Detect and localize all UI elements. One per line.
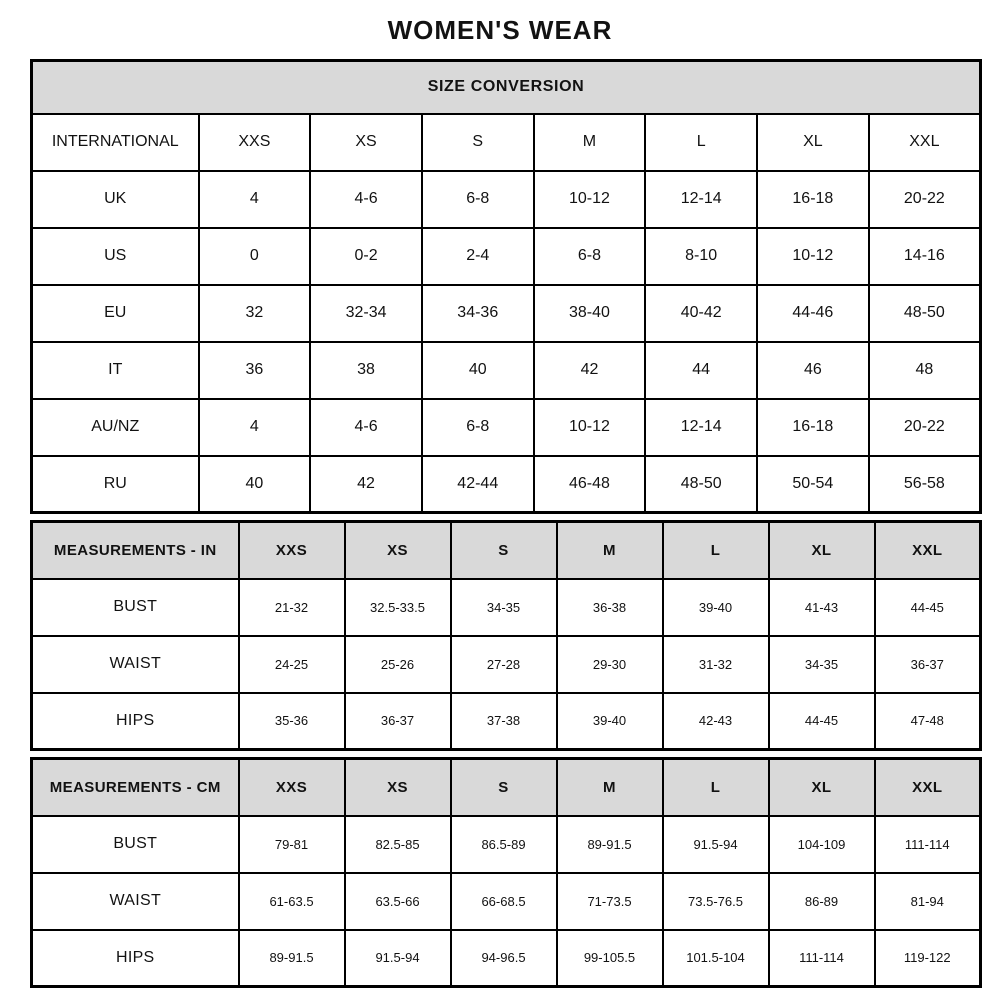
size-conversion-header: SIZE CONVERSION: [32, 61, 981, 114]
in-waist-xxl: 36-37: [875, 636, 981, 693]
ru-s: 42-44: [422, 456, 534, 513]
cm-bust-m: 89-91.5: [557, 816, 663, 873]
eu-m: 38-40: [534, 285, 646, 342]
aunz-m: 10-12: [534, 399, 646, 456]
uk-xs: 4-6: [310, 171, 422, 228]
cm-waist-xxl: 81-94: [875, 873, 981, 930]
ru-xl: 50-54: [757, 456, 869, 513]
column-header-international: INTERNATIONAL: [32, 114, 199, 171]
in-bust-m: 36-38: [557, 579, 663, 636]
in-bust-l: 39-40: [663, 579, 769, 636]
it-l: 44: [645, 342, 757, 399]
us-xs: 0-2: [310, 228, 422, 285]
cm-hips-m: 99-105.5: [557, 930, 663, 987]
cm-waist-xl: 86-89: [769, 873, 875, 930]
in-row-hips: [32, 693, 981, 750]
measurements-cm-header: MEASUREMENTS - CM: [32, 759, 239, 816]
us-xxl: 14-16: [869, 228, 981, 285]
cm-col-xxs: XXS: [239, 759, 345, 816]
aunz-xl: 16-18: [757, 399, 869, 456]
cm-col-xs: XS: [345, 759, 451, 816]
in-waist-xs: 25-26: [345, 636, 451, 693]
size-row-eu: [32, 285, 981, 342]
cm-waist-m: 71-73.5: [557, 873, 663, 930]
cm-hips-xl: 111-114: [769, 930, 875, 987]
in-waist-m: 29-30: [557, 636, 663, 693]
it-xl: 46: [757, 342, 869, 399]
cm-col-xxl: XXL: [875, 759, 981, 816]
in-col-m: M: [557, 522, 663, 579]
size-row-it: [32, 342, 981, 399]
cm-col-l: L: [663, 759, 769, 816]
measurements-cm-header-row: [32, 759, 981, 816]
column-header-xs: XS: [310, 114, 422, 171]
aunz-xxs: 4: [199, 399, 311, 456]
cm-waist-xs: 63.5-66: [345, 873, 451, 930]
in-col-s: S: [451, 522, 557, 579]
it-s: 40: [422, 342, 534, 399]
cm-col-s: S: [451, 759, 557, 816]
in-bust-s: 34-35: [451, 579, 557, 636]
in-label-bust: BUST: [32, 579, 239, 636]
row-label-eu: EU: [32, 285, 199, 342]
column-header-xl: XL: [757, 114, 869, 171]
aunz-xxl: 20-22: [869, 399, 981, 456]
cm-col-xl: XL: [769, 759, 875, 816]
uk-s: 6-8: [422, 171, 534, 228]
eu-s: 34-36: [422, 285, 534, 342]
cm-row-hips: [32, 930, 981, 987]
row-label-ru: RU: [32, 456, 199, 513]
in-waist-xl: 34-35: [769, 636, 875, 693]
in-bust-xs: 32.5-33.5: [345, 579, 451, 636]
it-xxl: 48: [869, 342, 981, 399]
cm-bust-xxs: 79-81: [239, 816, 345, 873]
cm-label-hips: HIPS: [32, 930, 239, 987]
cm-row-waist: [32, 873, 981, 930]
cm-hips-xs: 91.5-94: [345, 930, 451, 987]
in-label-waist: WAIST: [32, 636, 239, 693]
size-row-uk: [32, 171, 981, 228]
size-conversion-table: [30, 59, 982, 514]
us-xl: 10-12: [757, 228, 869, 285]
row-label-us: US: [32, 228, 199, 285]
eu-xl: 44-46: [757, 285, 869, 342]
cm-label-bust: BUST: [32, 816, 239, 873]
ru-xxl: 56-58: [869, 456, 981, 513]
column-header-s: S: [422, 114, 534, 171]
size-row-us: [32, 228, 981, 285]
uk-m: 10-12: [534, 171, 646, 228]
in-col-xxl: XXL: [875, 522, 981, 579]
cm-bust-xl: 104-109: [769, 816, 875, 873]
us-xxs: 0: [199, 228, 311, 285]
in-bust-xxl: 44-45: [875, 579, 981, 636]
cm-hips-xxl: 119-122: [875, 930, 981, 987]
cm-col-m: M: [557, 759, 663, 816]
size-row-aunz: [32, 399, 981, 456]
in-hips-s: 37-38: [451, 693, 557, 750]
cm-label-waist: WAIST: [32, 873, 239, 930]
row-label-uk: UK: [32, 171, 199, 228]
ru-m: 46-48: [534, 456, 646, 513]
cm-bust-xs: 82.5-85: [345, 816, 451, 873]
uk-xxs: 4: [199, 171, 311, 228]
aunz-s: 6-8: [422, 399, 534, 456]
measurements-in-header-row: [32, 522, 981, 579]
cm-bust-l: 91.5-94: [663, 816, 769, 873]
cm-hips-l: 101.5-104: [663, 930, 769, 987]
in-hips-m: 39-40: [557, 693, 663, 750]
uk-xxl: 20-22: [869, 171, 981, 228]
us-m: 6-8: [534, 228, 646, 285]
size-conversion-caption-row: [32, 61, 981, 114]
eu-xs: 32-34: [310, 285, 422, 342]
uk-l: 12-14: [645, 171, 757, 228]
in-hips-xxl: 47-48: [875, 693, 981, 750]
it-xs: 38: [310, 342, 422, 399]
aunz-xs: 4-6: [310, 399, 422, 456]
in-col-xl: XL: [769, 522, 875, 579]
cm-row-bust: [32, 816, 981, 873]
column-header-xxl: XXL: [869, 114, 981, 171]
uk-xl: 16-18: [757, 171, 869, 228]
in-hips-xxs: 35-36: [239, 693, 345, 750]
in-hips-xs: 36-37: [345, 693, 451, 750]
it-m: 42: [534, 342, 646, 399]
in-hips-l: 42-43: [663, 693, 769, 750]
cm-waist-l: 73.5-76.5: [663, 873, 769, 930]
row-label-it: IT: [32, 342, 199, 399]
cm-bust-xxl: 111-114: [875, 816, 981, 873]
in-waist-s: 27-28: [451, 636, 557, 693]
ru-xs: 42: [310, 456, 422, 513]
row-label-aunz: AU/NZ: [32, 399, 199, 456]
size-conversion-column-header-row: [32, 114, 981, 171]
cm-hips-s: 94-96.5: [451, 930, 557, 987]
cm-hips-xxs: 89-91.5: [239, 930, 345, 987]
cm-waist-xxs: 61-63.5: [239, 873, 345, 930]
page-title: WOMEN'S WEAR: [387, 15, 613, 45]
in-row-bust: [32, 579, 981, 636]
in-hips-xl: 44-45: [769, 693, 875, 750]
cm-waist-s: 66-68.5: [451, 873, 557, 930]
cm-bust-s: 86.5-89: [451, 816, 557, 873]
us-l: 8-10: [645, 228, 757, 285]
in-bust-xl: 41-43: [769, 579, 875, 636]
in-col-xxs: XXS: [239, 522, 345, 579]
in-col-l: L: [663, 522, 769, 579]
size-row-ru: [32, 456, 981, 513]
in-bust-xxs: 21-32: [239, 579, 345, 636]
in-row-waist: [32, 636, 981, 693]
column-header-m: M: [534, 114, 646, 171]
measurements-cm-table: [30, 757, 982, 988]
in-label-hips: HIPS: [32, 693, 239, 750]
in-waist-xxs: 24-25: [239, 636, 345, 693]
eu-l: 40-42: [645, 285, 757, 342]
us-s: 2-4: [422, 228, 534, 285]
column-header-l: L: [645, 114, 757, 171]
ru-xxs: 40: [199, 456, 311, 513]
ru-l: 48-50: [645, 456, 757, 513]
in-waist-l: 31-32: [663, 636, 769, 693]
eu-xxl: 48-50: [869, 285, 981, 342]
measurements-in-table: [30, 520, 982, 751]
eu-xxs: 32: [199, 285, 311, 342]
aunz-l: 12-14: [645, 399, 757, 456]
measurements-in-header: MEASUREMENTS - IN: [32, 522, 239, 579]
column-header-xxs: XXS: [199, 114, 311, 171]
it-xxs: 36: [199, 342, 311, 399]
in-col-xs: XS: [345, 522, 451, 579]
